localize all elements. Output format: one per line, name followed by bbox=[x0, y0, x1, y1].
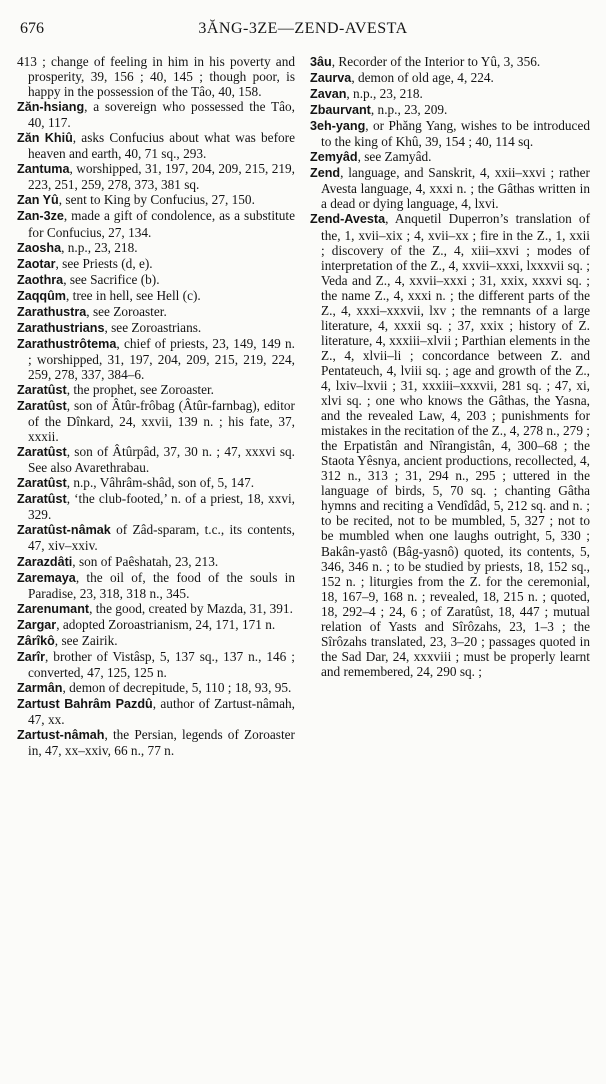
entry-text: , see Zoroaster. bbox=[86, 303, 167, 319]
entry-headword: Zaratûst bbox=[17, 476, 67, 491]
index-entry bbox=[17, 99, 295, 130]
entry-text: of Zâd-sparam, t.c., its contents, 47, xiv–xxiv. bbox=[28, 522, 295, 554]
index-entry bbox=[310, 54, 590, 70]
index-entry bbox=[17, 444, 295, 475]
entry-headword: Zârîkô bbox=[17, 633, 55, 648]
entry-headword: Zavan bbox=[310, 87, 347, 102]
entry-headword: Zăn-hsiang bbox=[17, 100, 85, 115]
entry-headword: Zartust Bahrâm Pazdû bbox=[17, 696, 153, 711]
entry-headword: Zaurva bbox=[310, 71, 352, 86]
entry-headword: Zarathustrôtema bbox=[17, 336, 117, 351]
index-entry bbox=[310, 118, 590, 149]
entry-headword: Zaqqûm bbox=[17, 288, 66, 303]
index-entry bbox=[17, 288, 295, 304]
entry-headword: Zaratûst-nâmak bbox=[17, 523, 111, 538]
index-entry bbox=[310, 149, 590, 165]
entry-text: , brother of Vistâsp, 5, 137 sq., 137 n., 146 ; converted, 47, 125, 125 n. bbox=[28, 648, 295, 680]
entry-headword: Zaratûst bbox=[17, 445, 67, 460]
index-entry bbox=[17, 382, 295, 398]
index-entry bbox=[17, 240, 295, 256]
index-entry bbox=[17, 192, 295, 208]
entry-text: , author of Zartust-nâmah, 47, xx. bbox=[28, 695, 295, 727]
index-entry bbox=[310, 165, 590, 211]
entry-text: , asks Confucius about what was before heaven and earth, 40, 71 sq., 293. bbox=[28, 130, 295, 162]
index-entry bbox=[17, 491, 295, 522]
index-entry bbox=[17, 304, 295, 320]
entry-text: , language, and Sanskrit, 4, xxii–xxvi ; rather Avesta language, 4, xxxi n. ; the Gâthas written in a dead or dying language, 4, lxvi. bbox=[321, 165, 590, 212]
entry-headword: Zarmân bbox=[17, 680, 63, 695]
entry-text: , Anquetil Duperron’s translation of the, 1, xvii–xix ; 4, xvii–xx ; fire in the Z., 1, xxii ; discovery of the Z., 4, xiii–xxvi ; modes of interpretation of the Z., 4, xxvii–xxxi, lxxxvii sq. ; Veda and Z., 4, xxvii–xxxi ; 31, xxix, xxxvi sq. ; the name Z., 4, xxxi n. ; the different parts of the Z., 4, xxxi–xxxvii, lxv ; the remnants of a large literature, 4, xxxii sq. ; 37, xxix ; history of Z. literature, 4, xxxiii–xlvii ; Parthian elements in the Z., 4, xlvii–li ; concordance between Z. and Pentateuch, 4, lviii sq. ; age and growth of the Z., 4, lxiv–lxvii ; 31, xxxiii–xxxvii, 281 sq. ; 47, xi, xlvi sq. ; one who knows the Gâthas, the Yasna, and the revealed Law, 4, 203 ; punishments for mistakes in the recitation of the Z., 4, 278 n., 279 ; the Erpatistân and Nîrangistân, 4, 300–68 ; the Staota Yêsnya, ancient productions, recollected, 4, 312 n., 313 ; 31, 294 n., 295 ; uttered in the language of birds, 5, 70 sq. ; chanting Gâtha hymns and reciting a Vendîdâd, 5, 212 sq. and n. ; to be recited, not to be mumbled, 5, 327 ; not to be mumbled when one laughs outright, 5, 330 ; Bakân-yastô (Bâg-yasnô) quoted, its contents, 5, 346, 346 n. ; to be studied by priests, 18, 152 sq., 152 n. ; liturgies from the Z. for the ceremonial, 18, 167–9, 168 n. ; revealed, 18, 215 n. ; quoted, 18, 292–4 ; 24, 6 ; of Zaratûst, 18, 447 ; mutual relation of Yasts and Sîrôzahs, 23, 1–3 ; the Sîrôzahs translated, 23, 3–20 ; passages quoted in the Sad Dar, 24, xxxviii ; must be properly learnt and remembered, 24, 290 sq. ; bbox=[321, 211, 590, 679]
entry-headword: Zemyâd bbox=[310, 150, 358, 165]
entry-text: , adopted Zoroastrianism, 24, 171, 171 n. bbox=[56, 616, 276, 632]
index-entry bbox=[310, 86, 590, 102]
entry-headword: 3eh-yang bbox=[310, 119, 366, 134]
left-column bbox=[17, 54, 295, 758]
entry-headword: Zăn Khiû bbox=[17, 131, 73, 146]
index-entry bbox=[17, 727, 295, 758]
entry-headword: Zarenumant bbox=[17, 601, 90, 616]
entry-text: , see Zamyâd. bbox=[357, 149, 432, 165]
page-number: 676 bbox=[20, 20, 44, 37]
page-header bbox=[20, 20, 586, 42]
entry-text: , see Zoroastrians. bbox=[104, 319, 202, 335]
entry-text: , demon of old age, 4, 224. bbox=[351, 70, 494, 86]
entry-text: , son of Âtûr-frôbag (Âtûr-farnbag), editor of the Dînkard, 24, xxvii, 139 n. ; his fate, 37, xxxii. bbox=[28, 398, 295, 445]
index-entry bbox=[310, 211, 590, 678]
entry-text: , tree in hell, see Hell (c). bbox=[65, 287, 201, 303]
index-entry bbox=[17, 272, 295, 288]
entry-text: , the prophet, see Zoroaster. bbox=[66, 381, 215, 397]
entry-headword: Zarazdâti bbox=[17, 554, 73, 569]
index-entry bbox=[17, 570, 295, 601]
entry-headword: Zarîr bbox=[17, 649, 45, 664]
entry-headword: Zarathustrians bbox=[17, 320, 105, 335]
entry-headword: Zaratûst bbox=[17, 382, 67, 397]
index-entry bbox=[310, 70, 590, 86]
index-entry bbox=[17, 649, 295, 680]
entry-text: , the Persian, legends of Zoroaster in, 47, xx–xxiv, 66 n., 77 n. bbox=[28, 727, 295, 759]
entry-text: , demon of decrepitude, 5, 110 ; 18, 93, 95. bbox=[62, 679, 292, 695]
index-entry bbox=[17, 696, 295, 727]
entry-headword: Zarathustra bbox=[17, 304, 87, 319]
entry-headword: Zaotar bbox=[17, 256, 56, 271]
entry-text: , n.p., 23, 209. bbox=[370, 102, 448, 118]
index-entry bbox=[17, 320, 295, 336]
entry-headword: Zan Yû bbox=[17, 193, 59, 208]
entry-headword: Zaothra bbox=[17, 272, 64, 287]
running-head: 3ĂNG-3ZE—ZEND-AVESTA bbox=[198, 20, 408, 37]
index-entry bbox=[17, 256, 295, 272]
entry-text: , n.p., 23, 218. bbox=[346, 86, 423, 102]
entry-text: , n.p., Vâhrâm-shâd, son of, 5, 147. bbox=[66, 475, 255, 491]
entry-headword: 3âu bbox=[310, 55, 332, 69]
entry-text: , Recorder of the Interior to Yû, 3, 356. bbox=[331, 54, 541, 69]
entry-text: , see Priests (d, e). bbox=[55, 255, 153, 271]
right-column bbox=[310, 54, 590, 679]
index-entry bbox=[17, 633, 295, 649]
entry-text: , made a gift of condolence, as a substitute for Confucius, 27, 134. bbox=[28, 208, 295, 240]
entry-text: 413 ; change of feeling in him in his poverty and prosperity, 39, 156 ; 40, 145 ; though poor, is happy in the possession of the Tâo, 40, 158. bbox=[17, 54, 295, 100]
index-entry bbox=[17, 522, 295, 553]
entry-headword: Zaosha bbox=[17, 240, 62, 255]
entry-text: , ‘the club-footed,’ n. of a priest, 18, xxvi, 329. bbox=[28, 491, 295, 523]
entry-text: , the oil of, the food of the souls in Paradise, 23, 318, 318 n., 345. bbox=[28, 569, 295, 601]
entry-headword: Zartust-nâmah bbox=[17, 728, 105, 743]
entry-headword: Zaratûst bbox=[17, 492, 67, 507]
entry-headword: Zargar bbox=[17, 617, 57, 632]
entry-headword: Zend-Avesta bbox=[310, 212, 386, 227]
entry-headword: Zaremaya bbox=[17, 570, 76, 585]
index-entry bbox=[17, 54, 295, 99]
entry-text: , n.p., 23, 218. bbox=[61, 239, 138, 255]
index-entry bbox=[17, 601, 295, 617]
index-entry bbox=[17, 398, 295, 444]
index-entry bbox=[17, 130, 295, 161]
entry-text: , a sovereign who possessed the Tâo, 40, 117. bbox=[28, 99, 295, 131]
entry-text: , sent to King by Confucius, 27, 150. bbox=[58, 192, 255, 208]
entry-text: , the good, created by Mazda, 31, 391. bbox=[89, 600, 293, 616]
entry-headword: Zaratûst bbox=[17, 399, 67, 414]
entry-headword: Zend bbox=[310, 166, 341, 181]
entry-text: , son of Paêshatah, 23, 213. bbox=[72, 553, 219, 569]
entry-headword: Zantuma bbox=[17, 162, 70, 177]
index-entry bbox=[17, 161, 295, 192]
entry-text: , see Sacrifice (b). bbox=[63, 271, 160, 287]
index-entry bbox=[17, 554, 295, 570]
index-entry bbox=[17, 680, 295, 696]
index-entry bbox=[17, 208, 295, 239]
entry-text: , chief of priests, 23, 149, 149 n. ; worshipped, 31, 197, 204, 209, 215, 219, 224, 259, 278, 337, 384–6. bbox=[28, 335, 295, 382]
index-entry bbox=[17, 336, 295, 382]
index-entry bbox=[310, 102, 590, 118]
entry-text: , worshipped, 31, 197, 204, 209, 215, 219, 223, 251, 259, 278, 373, 381 sq. bbox=[28, 161, 295, 193]
entry-text: , son of Âtûrpâd, 37, 30 n. ; 47, xxxvi sq. See also Avarethrabau. bbox=[28, 444, 295, 476]
index-entry bbox=[17, 617, 295, 633]
entry-text: , see Zairik. bbox=[54, 632, 118, 648]
entry-headword: Zbaurvant bbox=[310, 103, 371, 118]
entry-text: , or Phăng Yang, wishes to be introduced to the king of Khû, 39, 154 ; 40, 114 sq. bbox=[321, 118, 590, 150]
index-entry bbox=[17, 475, 295, 491]
entry-headword: Zan-3ze bbox=[17, 209, 64, 224]
